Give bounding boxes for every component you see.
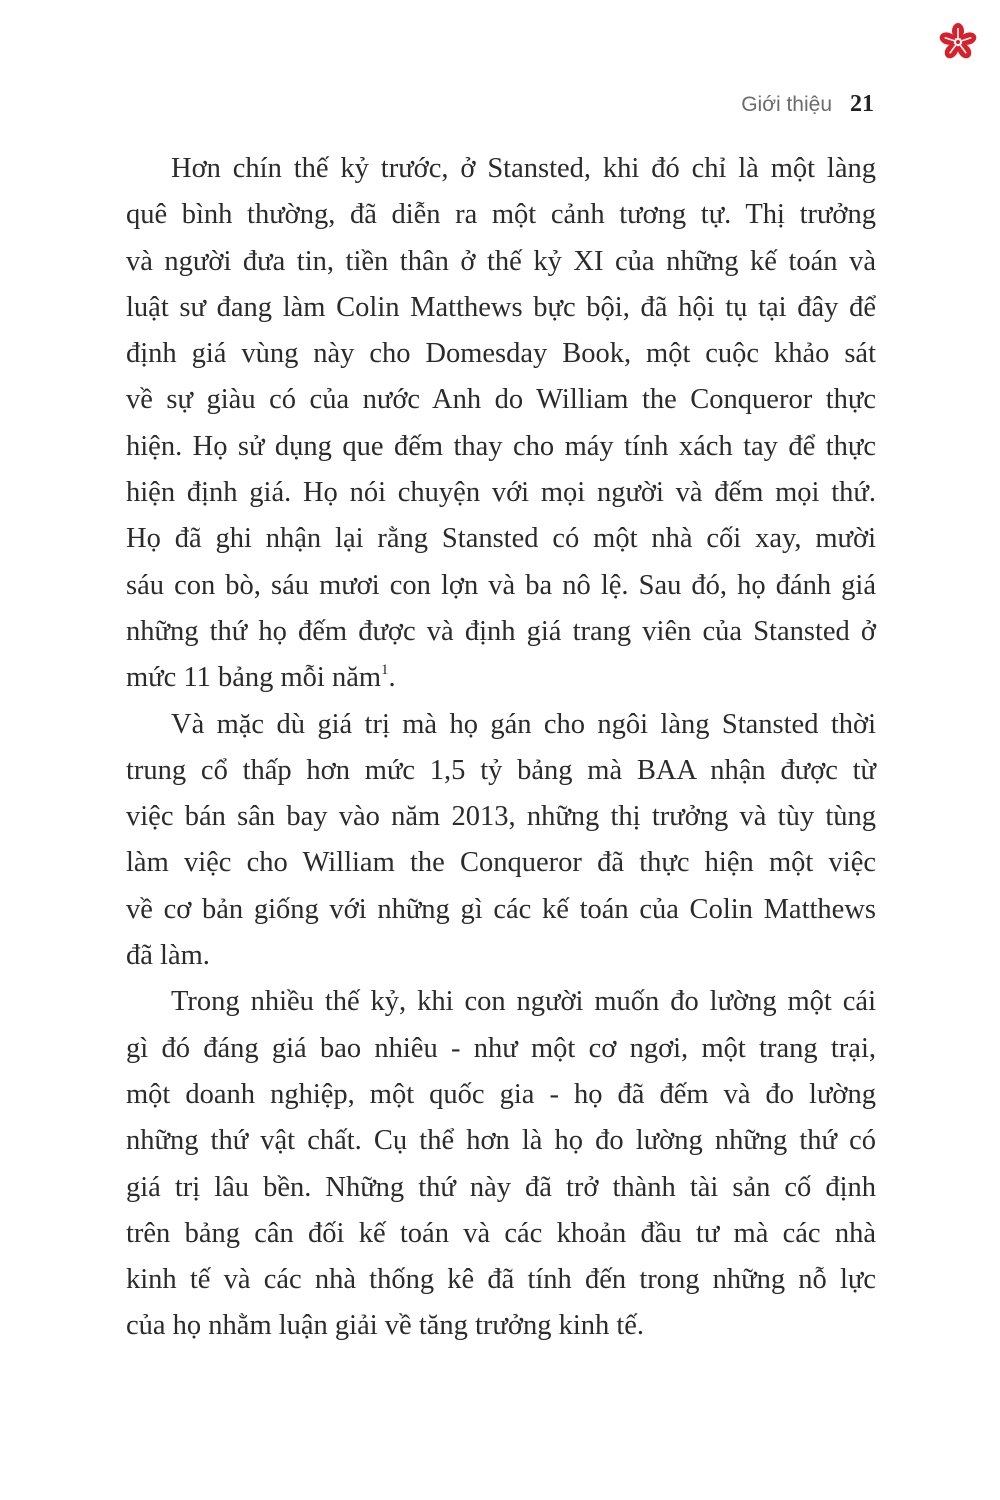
text-line: trung cổ thấp hơn mức 1,5 tỷ bảng mà BAA nhận được từ	[126, 754, 876, 786]
page-number: 21	[850, 91, 874, 117]
text-line: sáu con bò, sáu mươi con lợn và ba nô lệ. Sau đó, họ đánh giá	[126, 569, 876, 601]
text-line: Và mặc dù giá trị mà họ gán cho ngôi làng Stansted thời	[171, 708, 876, 740]
text-line: Trong nhiều thế kỷ, khi con người muốn đo lường một cái	[171, 986, 876, 1018]
text-line: và người đưa tin, tiền thân ở thế kỷ XI của những kế toán và	[126, 245, 876, 277]
text-line: việc bán sân bay vào năm 2013, những thị trưởng và tùy tùng	[126, 801, 876, 833]
paragraph	[126, 702, 876, 980]
text-line: định giá vùng này cho Domesday Book, một cuộc khảo sát	[126, 338, 876, 370]
text-line: mức 11 bảng mỗi năm$^1$.	[126, 662, 396, 694]
text-line: kinh tế và các nhà thống kê đã tính đến trong những nỗ lực	[126, 1264, 876, 1296]
text-line: của họ nhằm luận giải về tăng trưởng kinh tế.	[126, 1310, 645, 1342]
text-line: những thứ họ đếm được và định giá trang viên của Stansted ở	[126, 615, 876, 647]
text-line: về cơ bản giống với những gì các kế toán của Colin Matthews	[126, 893, 876, 925]
text-line: một doanh nghiệp, một quốc gia - họ đã đếm và đo lường	[126, 1078, 876, 1110]
text-line: gì đó đáng giá bao nhiêu - như một cơ ngơi, một trang trại,	[126, 1032, 876, 1064]
running-head	[741, 86, 874, 123]
text-line: hiện. Họ sử dụng que đếm thay cho máy tính xách tay để thực	[126, 430, 876, 462]
flower-logo-icon	[938, 22, 978, 62]
text-line: hiện định giá. Họ nói chuyện với mọi người và đếm mọi thứ.	[126, 477, 876, 509]
text-line: quê bình thường, đã diễn ra một cảnh tương tự. Thị trưởng	[126, 199, 876, 231]
text-line: giá trị lâu bền. Những thứ này đã trở thành tài sản cố định	[126, 1171, 876, 1203]
text-line: những thứ vật chất. Cụ thể hơn là họ đo lường những thứ có	[126, 1125, 876, 1157]
text-line: Họ đã ghi nhận lại rằng Stansted có một nhà cối xay, mười	[126, 523, 876, 555]
text-line: luật sư đang làm Colin Matthews bực bội, đã hội tụ tại đây để	[126, 291, 876, 323]
text-line: làm việc cho William the Conqueror đã thực hiện một việc	[126, 847, 876, 879]
body-text	[126, 146, 876, 1350]
footnote-ref[interactable]: 1	[381, 662, 389, 679]
text-line: về sự giàu có của nước Anh do William the Conqueror thực	[126, 384, 876, 416]
paragraph	[126, 979, 876, 1349]
text-line: đã làm.	[126, 940, 210, 972]
end-punctuation: .	[388, 662, 396, 694]
text-line: trên bảng cân đối kế toán và các khoản đầu tư mà các nhà	[126, 1217, 876, 1249]
text-line: Hơn chín thế kỷ trước, ở Stansted, khi đó chỉ là một làng	[171, 153, 876, 184]
paragraph	[126, 146, 876, 702]
section-title: Giới thiệu	[741, 93, 832, 116]
